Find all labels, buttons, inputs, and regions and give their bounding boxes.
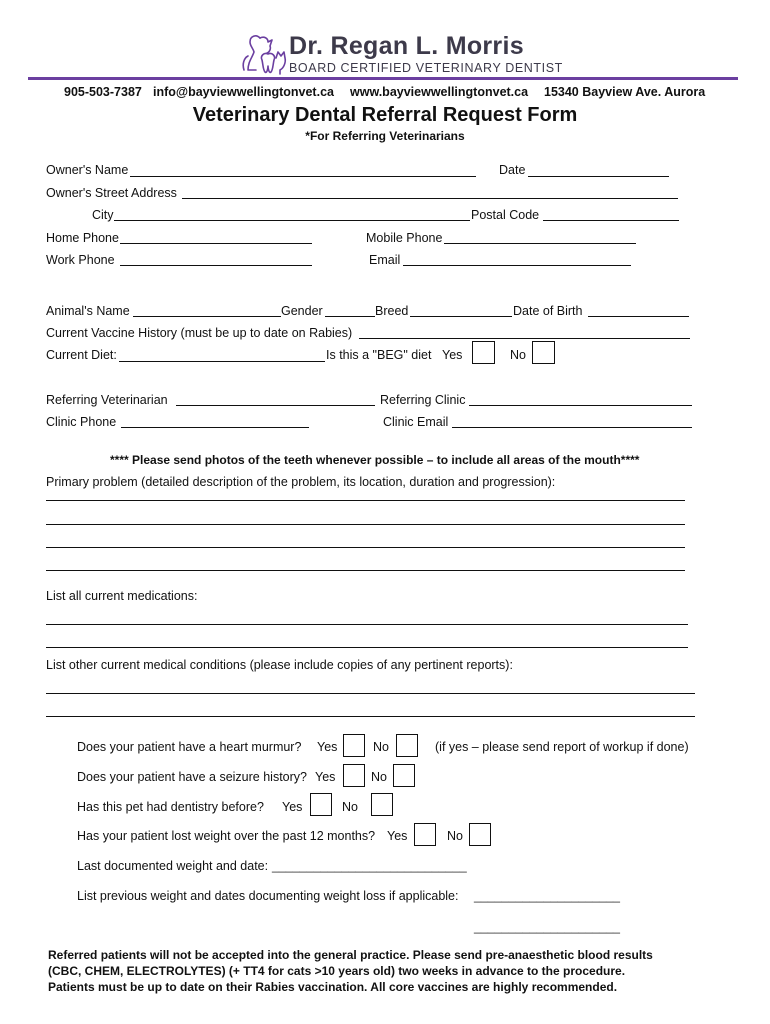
form-subtitle: *For Referring Veterinarians	[305, 129, 465, 143]
logo-subtitle: BOARD CERTIFIED VETERINARY DENTIST	[289, 61, 563, 75]
previous-weight-field-1[interactable]: _____________________	[474, 889, 620, 903]
breed-field[interactable]	[410, 316, 512, 317]
medications-line-2[interactable]	[46, 647, 688, 648]
dob-label: Date of Birth	[513, 304, 583, 318]
work-phone-label: Work Phone	[46, 253, 115, 267]
contact-website[interactable]: www.bayviewwellingtonvet.ca	[350, 85, 529, 99]
dentistry-no-label: No	[342, 800, 358, 814]
medications-line-1[interactable]	[46, 624, 688, 625]
heart-murmur-yes-checkbox[interactable]	[343, 734, 365, 757]
date-label: Date	[499, 163, 526, 177]
dentistry-yes-checkbox[interactable]	[310, 793, 332, 816]
referring-clinic-field[interactable]	[469, 405, 692, 406]
footer-line-2: (CBC, CHEM, ELECTROLYTES) (+ TT4 for cats >10 years old) two weeks in advance to the procedure.	[48, 964, 626, 978]
weight-loss-yes-checkbox[interactable]	[414, 823, 436, 846]
form-title: Veterinary Dental Referral Request Form	[192, 104, 578, 126]
primary-problem-line-3[interactable]	[46, 547, 685, 548]
weight-loss-question: Has your patient lost weight over the past 12 months?	[77, 829, 376, 843]
beg-diet-label: Is this a "BEG" diet	[326, 348, 432, 362]
postal-code-label: Postal Code	[471, 208, 540, 222]
clinic-email-label: Clinic Email	[383, 415, 449, 429]
date-field[interactable]	[528, 176, 669, 177]
mobile-phone-field[interactable]	[444, 243, 636, 244]
dob-field[interactable]	[588, 316, 689, 317]
animal-name-field[interactable]	[133, 316, 281, 317]
home-phone-field[interactable]	[120, 243, 312, 244]
footer-line-3: Patients must be up to date on their Rabies vaccination. All core vaccines are highly recommended.	[48, 980, 618, 994]
email-label: Email	[369, 253, 401, 267]
seizure-no-checkbox[interactable]	[393, 764, 415, 787]
heart-murmur-yes-label: Yes	[317, 740, 338, 754]
current-diet-label: Current Diet:	[46, 348, 117, 362]
conditions-line-2[interactable]	[46, 716, 695, 717]
dentistry-question: Has this pet had dentistry before?	[77, 800, 264, 814]
referring-clinic-label: Referring Clinic	[380, 393, 466, 407]
animal-name-label: Animal's Name	[46, 304, 130, 318]
previous-weight-field-2[interactable]: _____________________	[474, 920, 620, 934]
vaccine-history-field[interactable]	[359, 338, 690, 339]
seizure-yes-checkbox[interactable]	[343, 764, 365, 787]
beg-no-checkbox[interactable]	[532, 341, 555, 364]
street-address-label: Owner's Street Address	[46, 186, 177, 200]
dentistry-no-checkbox[interactable]	[371, 793, 393, 816]
city-field[interactable]	[114, 220, 470, 221]
photos-note: **** Please send photos of the teeth whenever possible – to include all areas of the mouth****	[110, 453, 640, 467]
postal-code-field[interactable]	[543, 220, 679, 221]
last-weight-label: Last documented weight and date:	[77, 859, 269, 873]
street-address-field[interactable]	[182, 198, 678, 199]
beg-yes-checkbox[interactable]	[472, 341, 495, 364]
conditions-line-1[interactable]	[46, 693, 695, 694]
work-phone-field[interactable]	[120, 265, 312, 266]
contact-phone: 905-503-7387	[64, 85, 142, 99]
owners-name-field[interactable]	[130, 176, 476, 177]
current-diet-field[interactable]	[119, 361, 325, 362]
referring-vet-field[interactable]	[176, 405, 375, 406]
breed-label: Breed	[375, 304, 409, 318]
city-label: City	[92, 208, 114, 222]
heart-murmur-question: Does your patient have a heart murmur?	[77, 740, 302, 754]
dentistry-yes-label: Yes	[282, 800, 303, 814]
weight-loss-yes-label: Yes	[387, 829, 408, 843]
primary-problem-line-2[interactable]	[46, 524, 685, 525]
heart-murmur-no-checkbox[interactable]	[396, 734, 418, 757]
gender-field[interactable]	[325, 316, 375, 317]
previous-weight-label: List previous weight and dates documenting weight loss if applicable:	[77, 889, 459, 903]
contact-email[interactable]: info@bayviewwellingtonvet.ca	[153, 85, 334, 99]
conditions-label: List other current medical conditions (please include copies of any pertinent reports):	[46, 658, 513, 672]
primary-problem-label: Primary problem (detailed description of the problem, its location, duration and progression):	[46, 475, 556, 489]
seizure-no-label: No	[371, 770, 387, 784]
heart-murmur-note: (if yes – please send report of workup if done)	[435, 740, 689, 754]
vaccine-history-label: Current Vaccine History (must be up to date on Rabies)	[46, 326, 353, 340]
primary-problem-line-4[interactable]	[46, 570, 685, 571]
seizure-yes-label: Yes	[315, 770, 336, 784]
home-phone-label: Home Phone	[46, 231, 119, 245]
beg-yes-label: Yes	[442, 348, 463, 362]
contact-address: 15340 Bayview Ave. Aurora	[544, 85, 706, 99]
email-field[interactable]	[403, 265, 631, 266]
owners-name-label: Owner's Name	[46, 163, 129, 177]
clinic-email-field[interactable]	[452, 427, 692, 428]
weight-loss-no-checkbox[interactable]	[469, 823, 491, 846]
clinic-phone-label: Clinic Phone	[46, 415, 117, 429]
dog-cat-tooth-icon	[238, 30, 290, 76]
heart-murmur-no-label: No	[373, 740, 389, 754]
primary-problem-line-1[interactable]	[46, 500, 685, 501]
mobile-phone-label: Mobile Phone	[366, 231, 443, 245]
seizure-question: Does your patient have a seizure history?	[77, 770, 307, 784]
clinic-phone-field[interactable]	[121, 427, 309, 428]
header-rule	[28, 77, 738, 80]
footer-line-1: Referred patients will not be accepted into the general practice. Please send pre-anaesthetic blood results	[48, 948, 653, 962]
medications-label: List all current medications:	[46, 589, 198, 603]
logo-name: Dr. Regan L. Morris	[289, 32, 524, 60]
referring-vet-label: Referring Veterinarian	[46, 393, 168, 407]
beg-no-label: No	[510, 348, 526, 362]
last-weight-field[interactable]: ____________________________	[272, 859, 467, 873]
gender-label: Gender	[281, 304, 323, 318]
weight-loss-no-label: No	[447, 829, 463, 843]
